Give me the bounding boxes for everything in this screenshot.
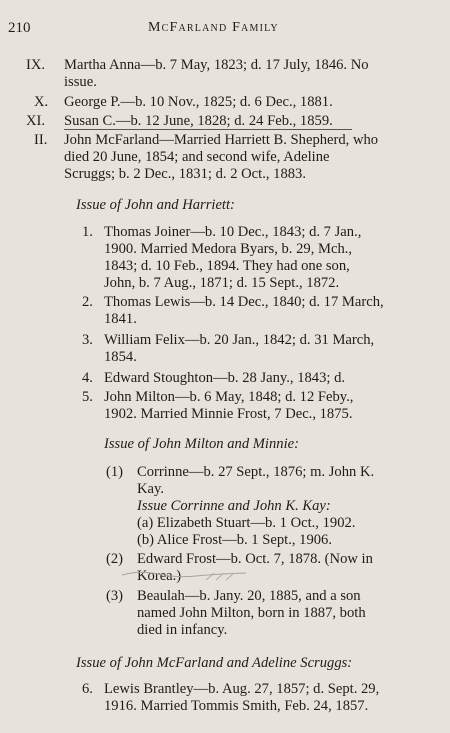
page-number: 210 xyxy=(8,20,31,36)
entry-line: died 20 June, 1854; and second wife, Adeline xyxy=(64,149,330,165)
entry-line: Scruggs; b. 2 Dec., 1831; d. 2 Oct., 1883. xyxy=(64,166,306,182)
entry-line: William Felix—b. 20 Jan., 1842; d. 31 March, xyxy=(104,332,375,348)
entry-line: 1854. xyxy=(104,349,137,365)
entry-line: Martha Anna—b. 7 May, 1823; d. 17 July, 1846. No xyxy=(64,57,369,73)
entry-line: Corrinne—b. 27 Sept., 1876; m. John K. xyxy=(137,464,375,480)
entry-line: 1902. Married Minnie Frost, 7 Dec., 1875. xyxy=(104,406,353,422)
pencil-underline xyxy=(64,129,352,130)
entry-line: 1916. Married Tommis Smith, Feb. 24, 1857. xyxy=(104,698,369,714)
roman-numeral: II. xyxy=(34,132,48,148)
entry-line: died in infancy. xyxy=(137,622,228,638)
entry-line: Thomas Joiner—b. 10 Dec., 1843; d. 7 Jan., xyxy=(104,224,362,240)
subsection-heading: Issue Corrinne and John K. Kay: xyxy=(137,498,331,514)
entry-line: 1841. xyxy=(104,311,137,327)
item-number: 3. xyxy=(82,332,93,348)
entry-line: John, b. 7 Aug., 1871; d. 15 Sept., 1872. xyxy=(104,275,340,291)
running-title: McFarland Family xyxy=(148,20,279,35)
section-heading: Issue of John Milton and Minnie: xyxy=(104,436,299,452)
item-number: (2) xyxy=(106,551,124,567)
entry-line: Edward Frost—b. Oct. 7, 1878. (Now in xyxy=(137,551,373,567)
section-heading: Issue of John McFarland and Adeline Scruggs: xyxy=(76,655,353,671)
entry-line: Thomas Lewis—b. 14 Dec., 1840; d. 17 March, xyxy=(104,294,384,310)
roman-numeral: X. xyxy=(34,94,49,110)
item-number: (3) xyxy=(106,588,124,604)
entry-line: Lewis Brantley—b. Aug. 27, 1857; d. Sept. 29, xyxy=(104,681,380,697)
item-number: 1. xyxy=(82,224,93,240)
pencil-mark xyxy=(120,569,250,583)
item-number: 2. xyxy=(82,294,93,310)
entry-line: George P.—b. 10 Nov., 1825; d. 6 Dec., 1881. xyxy=(64,94,333,110)
item-number: 4. xyxy=(82,370,93,386)
entry-line: Edward Stoughton—b. 28 Jany., 1843; d. xyxy=(104,370,346,386)
entry-line: 1843; d. 10 Feb., 1894. They had one son, xyxy=(104,258,350,274)
entry-line: John Milton—b. 6 May, 1848; d. 12 Feby., xyxy=(104,389,354,405)
item-number: 6. xyxy=(82,681,93,697)
roman-numeral: IX. xyxy=(26,57,46,73)
item-number: (1) xyxy=(106,464,124,480)
entry-line: Beaulah—b. Jany. 20, 1885, and a son xyxy=(137,588,361,604)
section-heading: Issue of John and Harriett: xyxy=(76,197,235,213)
entry-line: Korea.) xyxy=(137,568,182,584)
item-number: 5. xyxy=(82,389,93,405)
entry-line: (b) Alice Frost—b. 1 Sept., 1906. xyxy=(137,532,332,548)
entry-line: issue. xyxy=(64,74,97,90)
entry-line: (a) Elizabeth Stuart—b. 1 Oct., 1902. xyxy=(137,515,356,531)
entry-line: Kay. xyxy=(137,481,165,497)
entry-line: named John Milton, born in 1887, both xyxy=(137,605,366,621)
entry-line: Susan C.—b. 12 June, 1828; d. 24 Feb., 1859. xyxy=(64,113,333,129)
roman-numeral: XI. xyxy=(26,113,46,129)
entry-line: 1900. Married Medora Byars, b. 29, Mch., xyxy=(104,241,353,257)
entry-line: John McFarland—Married Harriett B. Shepherd, who xyxy=(64,132,379,148)
